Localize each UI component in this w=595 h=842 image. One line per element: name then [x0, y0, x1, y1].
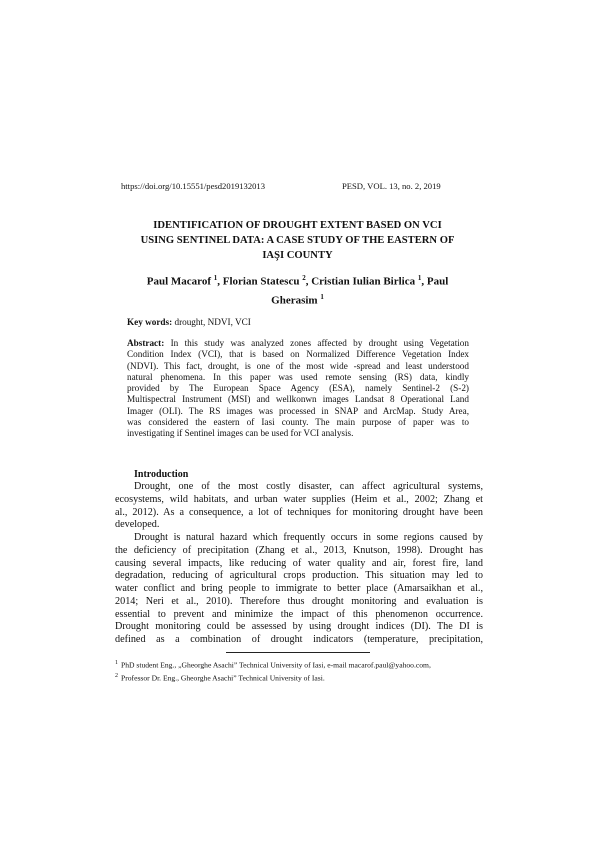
- body-line: degradation, reducing of agricultural crops production. This situation may led to: [115, 570, 483, 582]
- author-name: , Paul: [421, 275, 449, 288]
- keywords: [127, 317, 251, 327]
- title-line: IAŞI COUNTY: [262, 250, 333, 261]
- author-name: Paul Macarof: [146, 275, 211, 288]
- affiliation-mark: 1: [320, 292, 324, 301]
- author-list: [115, 271, 480, 308]
- title-line: USING SENTINEL DATA: A CASE STUDY OF THE EASTERN OF: [140, 235, 455, 246]
- body-line: al., 2012). As a consequence, a lot of techniques for monitoring drought have been: [115, 506, 483, 518]
- body-line: defined as a combination of drought indicators (temperature, precipitation,: [115, 634, 483, 645]
- footnote-number: 2: [115, 673, 118, 679]
- journal-reference: PESD, VOL. 13, no. 2, 2019: [342, 181, 441, 191]
- footnote-text: Professor Dr. Eng., Gheorghe Asachi” Technical University of Iasi.: [121, 673, 325, 683]
- keywords-label: Key words:: [127, 317, 173, 327]
- author-line: [115, 271, 480, 290]
- author-name: , Cristian Iulian Birlica: [305, 275, 416, 288]
- body-line: Drought, one of the most costly disaster, can affect agricultural systems,: [134, 481, 483, 492]
- author-name: , Florian Statescu: [217, 275, 300, 288]
- doi-link[interactable]: https://doi.org/10.15551/pesd2019132013: [121, 181, 266, 191]
- introduction-body: [115, 481, 483, 647]
- section-heading-introduction: Introduction: [134, 469, 189, 480]
- author-line: [115, 290, 480, 309]
- abstract-line: natural phenomena. In this paper was used remote sensing (RS) data, kindly: [127, 371, 469, 382]
- paper-title: [100, 218, 495, 263]
- keywords-text: drought, NDVI, VCI: [172, 317, 251, 327]
- footnote-number: 1: [115, 660, 118, 666]
- affiliation-mark: 1: [213, 274, 218, 282]
- affiliation-mark: 2: [302, 274, 306, 282]
- author-name: Gherasim: [271, 294, 318, 307]
- footnote: [115, 673, 325, 683]
- abstract-line: was considered the eastern of Iasi county. The main purpose of paper was to: [127, 417, 469, 428]
- body-line: 2014; Neri et al., 2010). Therefore thus drought monitoring and evaluation is: [115, 595, 483, 607]
- footnote-divider: [226, 652, 370, 653]
- abstract-line: Imager (OLI). The RS images was processed in SNAP and ArcMap. Study Area,: [127, 405, 469, 416]
- body-line: Drought is natural hazard which frequently occurs in some regions caused by: [134, 532, 483, 543]
- footnote-text: PhD student Eng., „Gheorghe Asachi” Technical University of Iasi, e-mail macarof.paul@yahoo.com,: [121, 660, 431, 670]
- body-line: essential to prevent and minimize the impact of this phenomenon occurrence.: [115, 608, 483, 620]
- abstract: [127, 338, 469, 440]
- abstract-line: (NDVI). This fact, drought, is one of the most wide -spread and least understood: [127, 360, 469, 371]
- abstract-line: investigating if Sentinel images can be used for VCI analysis.: [127, 428, 354, 439]
- title-line: IDENTIFICATION OF DROUGHT EXTENT BASED ON VCI: [153, 220, 442, 231]
- abstract-line: provided by The European Space Agency (ESA), namely Sentinel-2 (S-2): [127, 383, 469, 394]
- body-line: the deficiency of precipitation (Zhang et al., 2013, Knutson, 1998). Drought has: [115, 544, 483, 556]
- footnote: [115, 660, 431, 670]
- body-line: water conflict and bring people to immigrate to better place (Amarsaikhan et al.,: [115, 583, 483, 594]
- body-line: ecosystems, wild habitats, and urban water supplies (Heim et al., 2002; Zhang et: [115, 493, 483, 505]
- affiliation-mark: 1: [417, 274, 422, 282]
- body-line: developed.: [115, 519, 160, 531]
- abstract-line: Condition Index (VCI), that is based on Normalized Difference Vegetation Index: [127, 349, 469, 360]
- body-line: Drought monitoring could be assessed by using drought indices (DI). The DI is: [115, 621, 483, 633]
- abstract-label: Abstract:: [127, 338, 165, 348]
- abstract-line: Multispectral Instrument (MSI) and wellkonwn images Landsat 8 Operational Land: [127, 394, 469, 405]
- abstract-line: Abstract: In this study was analyzed zones affected by drought using Vegetation: [127, 338, 469, 348]
- body-line: causing several impacts, like reducing of water quality and air, forest fire, land: [115, 557, 483, 569]
